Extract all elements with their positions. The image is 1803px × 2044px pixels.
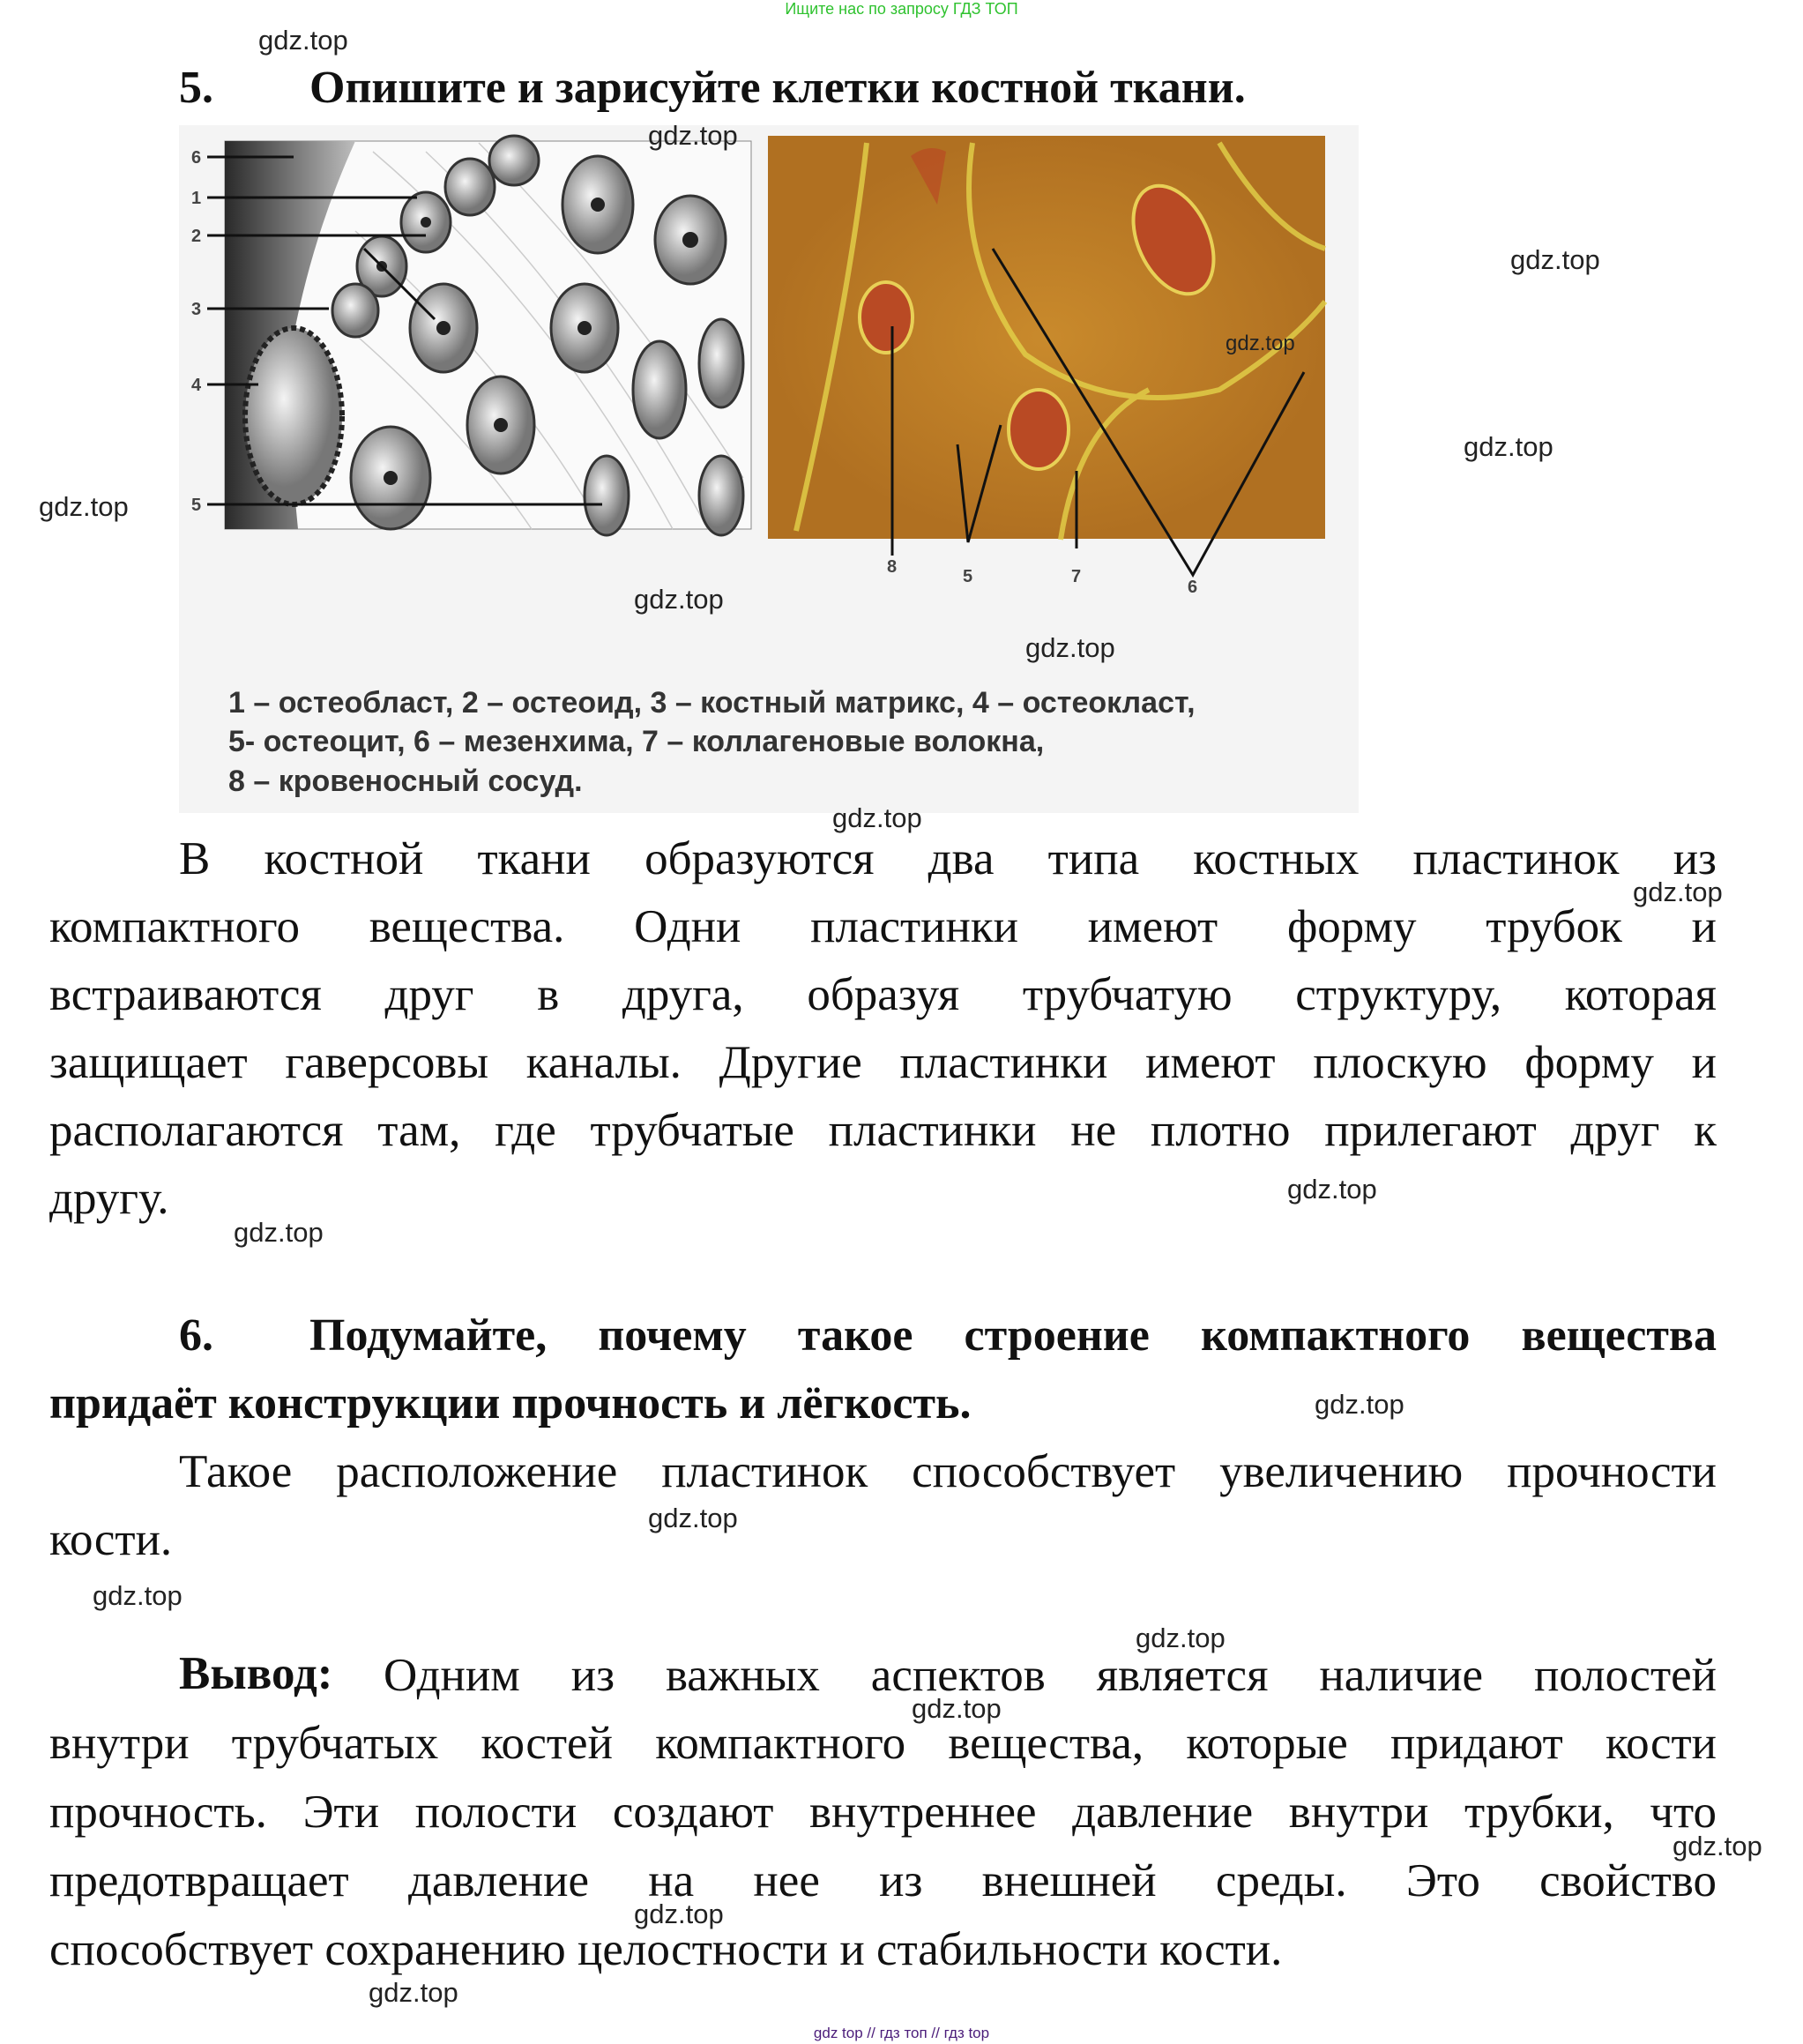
watermark: gdz.top — [369, 1977, 458, 2008]
watermark: gdz.top — [648, 120, 738, 151]
task6-title-line: Подумайте, почему такое строение компактного вещества — [309, 1310, 1717, 1361]
figure-caption-line: 8 – кровеносный сосуд. — [228, 765, 583, 798]
watermark: gdz.top — [634, 584, 724, 615]
conclusion-line: предотвращает давление на нее из внешней среды. Это свойство — [49, 1855, 1717, 1906]
right-label: 7 — [1071, 567, 1082, 586]
figure-caption-line: 5- остеоцит, 6 – мезенхима, 7 – коллагеновые волокна, — [228, 725, 1045, 758]
bone-cells-figure — [179, 125, 1359, 813]
search-banner[interactable]: Ищите нас по запросу ГДЗ ТОП — [785, 0, 1018, 18]
answer6-line: кости. — [49, 1514, 173, 1565]
conclusion-label: Вывод: — [179, 1648, 333, 1699]
watermark: gdz.top — [93, 1580, 183, 1611]
task6-title-line: придаёт конструкции прочность и лёгкость. — [49, 1378, 972, 1429]
right-label: 6 — [1188, 578, 1198, 597]
watermark: gdz.top — [1025, 632, 1115, 663]
left-label: 6 — [191, 148, 202, 168]
left-label: 4 — [191, 376, 202, 395]
right-label: 5 — [963, 567, 973, 586]
watermark: gdz.top — [1673, 1831, 1762, 1861]
watermark: gdz.top — [1315, 1389, 1404, 1420]
watermark: gdz.top — [1136, 1623, 1226, 1653]
answer5-line: компактного вещества. Одни пластинки имеют форму трубок и — [49, 901, 1717, 952]
watermark: gdz.top — [1287, 1174, 1377, 1205]
left-label: 1 — [191, 189, 202, 208]
answer6-line: Такое расположение пластинок способствует увеличению прочности — [179, 1446, 1717, 1497]
watermark: gdz.top — [39, 491, 129, 522]
watermark: gdz.top — [634, 1899, 724, 1929]
task5-title: Опишите и зарисуйте клетки костной ткани. — [309, 63, 1246, 113]
watermark: gdz.top — [832, 802, 922, 833]
task5-number: 5. — [179, 63, 213, 113]
figure-caption-line: 1 – остеобласт, 2 – остеоид, 3 – костный матрикс, 4 – остеокласт, — [228, 686, 1196, 720]
schematic-panel — [191, 136, 751, 535]
answer5-line: встраиваются друг в друга, образуя трубчатую структуру, которая — [49, 969, 1717, 1020]
task6-number: 6. — [179, 1310, 213, 1361]
left-label: 5 — [191, 496, 202, 515]
watermark: gdz.top — [912, 1693, 1002, 1724]
conclusion-line: способствует сохранению целостности и стабильности кости. — [49, 1924, 1283, 1975]
conclusion-line: внутри трубчатых костей компактного вещества, которые придают кости — [49, 1718, 1717, 1769]
micrograph-panel — [768, 136, 1325, 597]
left-label: 2 — [191, 227, 202, 246]
watermark: gdz.top — [234, 1217, 324, 1248]
answer5-line: защищает гаверсовы каналы. Другие пластинки имеют плоскую форму и — [49, 1037, 1717, 1088]
watermark: gdz.top — [1464, 431, 1553, 462]
watermark: gdz.top — [648, 1503, 738, 1533]
conclusion-line: Одним из важных аспектов является наличие полостей — [384, 1650, 1717, 1701]
conclusion-line: прочность. Эти полости создают внутреннее давление внутри трубки, что — [49, 1787, 1717, 1838]
left-label: 3 — [191, 300, 202, 319]
watermark: gdz.top — [1510, 244, 1600, 275]
watermark: gdz.top — [1226, 332, 1295, 355]
answer5-line: располагаются там, где трубчатые пластинки не плотно прилегают друг к — [49, 1105, 1717, 1156]
answer5-line: другу. — [49, 1173, 169, 1224]
right-label: 8 — [887, 557, 898, 577]
footer-links[interactable]: gdz top // гдз топ // гдз top — [813, 2025, 990, 2041]
answer5-line: В костной ткани образуются два типа костных пластинок из — [179, 833, 1717, 884]
watermark: gdz.top — [1633, 877, 1723, 907]
watermark: gdz.top — [258, 25, 348, 56]
